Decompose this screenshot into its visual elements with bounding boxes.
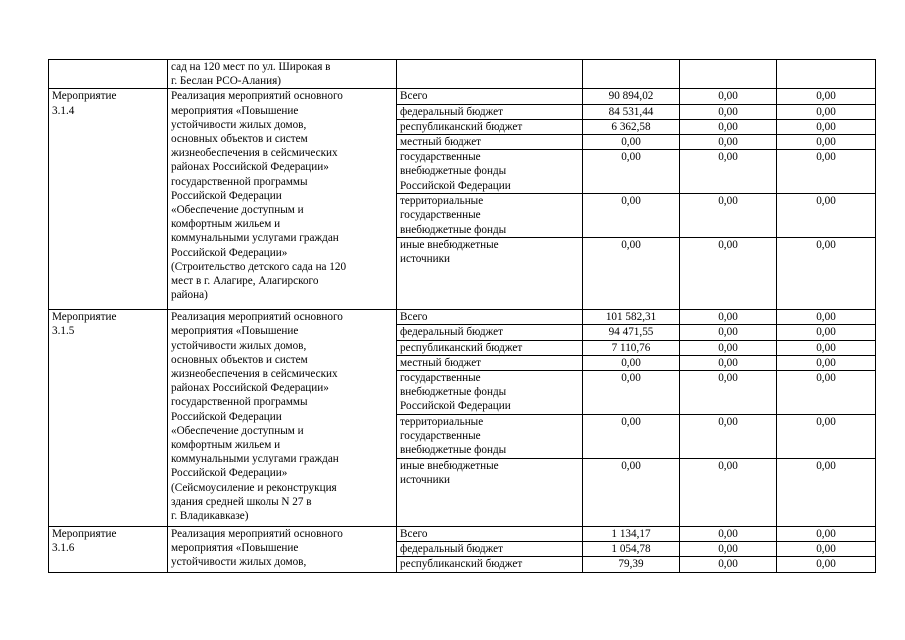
event-description-cell: Реализация мероприятий основного мероприятия «Повышение устойчивости жилых домов, основных объектов и систем жизнеобеспечения в сейсмических районах Российской Федерации» государственной программы Российской Федерации «Обеспечение доступным и комфортным жильем и коммунальными услугами граждан Российской Федерации» (Строительство детского сада на 120 мест в г. Алагире, Алагирского района) xyxy=(168,89,397,310)
value-cell-year2: 0,00 xyxy=(680,542,777,557)
value-cell-year1: 0,00 xyxy=(583,135,680,150)
funding-source-cell: республиканский бюджет xyxy=(397,119,583,134)
value-cell-year2: 0,00 xyxy=(680,89,777,104)
value-cell-year1: 6 362,58 xyxy=(583,119,680,134)
value-cell-year3: 0,00 xyxy=(777,89,876,104)
value-cell-year2: 0,00 xyxy=(680,325,777,340)
funding-source-cell: Всего xyxy=(397,310,583,325)
table-row xyxy=(49,60,876,89)
funding-source-cell: иные внебюджетные источники xyxy=(397,459,583,527)
value-cell-year2: 0,00 xyxy=(680,104,777,119)
funding-source-cell: местный бюджет xyxy=(397,135,583,150)
funding-source-cell: федеральный бюджет xyxy=(397,104,583,119)
value-cell-year1: 1 134,17 xyxy=(583,527,680,542)
value-cell-year1: 79,39 xyxy=(583,557,680,572)
value-cell-year2: 0,00 xyxy=(680,415,777,459)
table-row xyxy=(49,310,876,325)
value-cell-year1: 0,00 xyxy=(583,355,680,370)
value-cell-year3: 0,00 xyxy=(777,135,876,150)
value-cell-year2: 0,00 xyxy=(680,459,777,527)
value-cell-year2: 0,00 xyxy=(680,527,777,542)
value-cell-year1: 0,00 xyxy=(583,371,680,415)
value-cell-year3: 0,00 xyxy=(777,119,876,134)
value-cell-year1: 0,00 xyxy=(583,150,680,194)
value-cell-year3: 0,00 xyxy=(777,527,876,542)
value-cell-year3: 0,00 xyxy=(777,194,876,238)
value-cell-year3: 0,00 xyxy=(777,355,876,370)
budget-table xyxy=(48,59,876,573)
value-cell-year2: 0,00 xyxy=(680,119,777,134)
value-cell-year2: 0,00 xyxy=(680,150,777,194)
value-cell-year1: 0,00 xyxy=(583,238,680,310)
source-cell-empty xyxy=(397,60,583,89)
value-cell-empty xyxy=(680,60,777,89)
value-cell-year3: 0,00 xyxy=(777,415,876,459)
value-cell-empty xyxy=(777,60,876,89)
event-number-cell: Мероприятие 3.1.5 xyxy=(49,310,168,527)
value-cell-year1: 1 054,78 xyxy=(583,542,680,557)
funding-source-cell: государственные внебюджетные фонды Российской Федерации xyxy=(397,150,583,194)
value-cell-year1: 0,00 xyxy=(583,415,680,459)
value-cell-year1: 94 471,55 xyxy=(583,325,680,340)
value-cell-year3: 0,00 xyxy=(777,459,876,527)
funding-source-cell: федеральный бюджет xyxy=(397,325,583,340)
funding-source-cell: Всего xyxy=(397,527,583,542)
value-cell-year1: 0,00 xyxy=(583,459,680,527)
funding-source-cell: иные внебюджетные источники xyxy=(397,238,583,310)
event-number-cell: Мероприятие 3.1.4 xyxy=(49,89,168,310)
value-cell-year2: 0,00 xyxy=(680,194,777,238)
value-cell-year2: 0,00 xyxy=(680,371,777,415)
event-number-cell: Мероприятие 3.1.6 xyxy=(49,527,168,573)
value-cell-year2: 0,00 xyxy=(680,340,777,355)
funding-source-cell: Всего xyxy=(397,89,583,104)
value-cell-empty xyxy=(583,60,680,89)
value-cell-year3: 0,00 xyxy=(777,310,876,325)
value-cell-year3: 0,00 xyxy=(777,104,876,119)
funding-source-cell: республиканский бюджет xyxy=(397,557,583,572)
table-row xyxy=(49,527,876,542)
value-cell-year2: 0,00 xyxy=(680,557,777,572)
funding-source-cell: федеральный бюджет xyxy=(397,542,583,557)
value-cell-year3: 0,00 xyxy=(777,340,876,355)
table-row xyxy=(49,89,876,104)
funding-source-cell: местный бюджет xyxy=(397,355,583,370)
funding-source-cell: республиканский бюджет xyxy=(397,340,583,355)
value-cell-year3: 0,00 xyxy=(777,557,876,572)
event-description-cell: Реализация мероприятий основного мероприятия «Повышение устойчивости жилых домов, основных объектов и систем жизнеобеспечения в сейсмических районах Российской Федерации» государственной программы Российской Федерации «Обеспечение доступным и комфортным жильем и коммунальными услугами граждан Российской Федерации» (Сейсмоусиление и реконструкция здания средней школы N 27 в г. Владикавказе) xyxy=(168,310,397,527)
funding-source-cell: территориальные государственные внебюджетные фонды xyxy=(397,415,583,459)
value-cell-year1: 84 531,44 xyxy=(583,104,680,119)
value-cell-year3: 0,00 xyxy=(777,325,876,340)
funding-source-cell: территориальные государственные внебюджетные фонды xyxy=(397,194,583,238)
budget-table-body xyxy=(49,60,876,573)
value-cell-year2: 0,00 xyxy=(680,135,777,150)
description-cell: сад на 120 мест по ул. Широкая в г. Беслан РСО-Алания) xyxy=(168,60,397,89)
value-cell-year3: 0,00 xyxy=(777,150,876,194)
event-cell-empty xyxy=(49,60,168,89)
value-cell-year2: 0,00 xyxy=(680,238,777,310)
value-cell-year1: 90 894,02 xyxy=(583,89,680,104)
value-cell-year3: 0,00 xyxy=(777,238,876,310)
value-cell-year3: 0,00 xyxy=(777,371,876,415)
value-cell-year1: 7 110,76 xyxy=(583,340,680,355)
funding-source-cell: государственные внебюджетные фонды Российской Федерации xyxy=(397,371,583,415)
value-cell-year3: 0,00 xyxy=(777,542,876,557)
value-cell-year2: 0,00 xyxy=(680,355,777,370)
value-cell-year1: 0,00 xyxy=(583,194,680,238)
event-description-cell: Реализация мероприятий основного мероприятия «Повышение устойчивости жилых домов, xyxy=(168,527,397,573)
value-cell-year2: 0,00 xyxy=(680,310,777,325)
value-cell-year1: 101 582,31 xyxy=(583,310,680,325)
